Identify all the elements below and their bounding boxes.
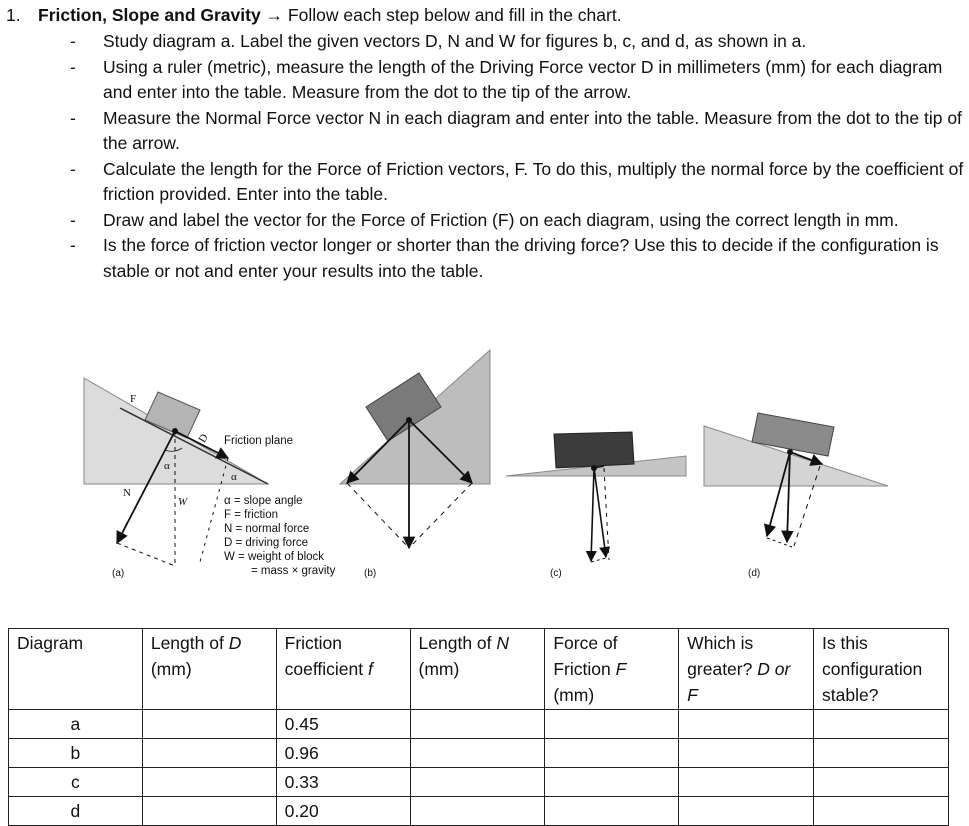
header-stable: Is this configuration stable? <box>814 629 949 710</box>
legend-item: = mass × gravity <box>251 565 336 577</box>
diagram-d-component-line <box>767 538 792 547</box>
step-text: Study diagram a. Label the given vectors D, N and W for figures b, c, and d, as shown in a. <box>103 31 807 51</box>
step-item: - Study diagram a. Label the given vectors D, N and W for figures b, c, and d, as shown in a. <box>70 31 807 51</box>
step-item: - Measure the Normal Force vector N in each diagram and enter into the table. Measure from the dot to the tip of the arrow. <box>70 107 962 153</box>
cell-greater-input[interactable] <box>679 710 814 739</box>
step-item: - Draw and label the vector for the Force of Friction (F) on each diagram, using the correct length in mm. <box>70 209 899 230</box>
step-text: Using a ruler (metric), measure the length of the Driving Force vector D in millimeters (mm) for each diagram and enter into the table. Measure from the dot to the tip of the arrow. <box>103 56 943 102</box>
cell-diagram: a <box>9 710 143 739</box>
legend <box>224 495 336 577</box>
table-row <box>9 768 949 797</box>
label-alpha: α <box>164 460 170 472</box>
step-item: - Is the force of friction vector longer or shorter than the driving force? Use this to decide if the configuration is stable or not and enter your results into the table. <box>70 235 939 281</box>
legend-item: D = driving force <box>224 537 309 549</box>
diagram-b-component-line <box>409 483 472 548</box>
label-d: D <box>196 431 211 445</box>
label-friction-plane: Friction plane <box>224 435 294 447</box>
force-diagrams-svg <box>0 340 969 590</box>
diagram-c-component-line <box>591 558 606 562</box>
diagram-c-block <box>554 432 634 468</box>
cell-stable-input[interactable] <box>814 768 949 797</box>
header-which-greater: Which is greater? D or F <box>679 629 814 710</box>
cell-stable-input[interactable] <box>814 710 949 739</box>
cell-length-n-input[interactable] <box>410 797 545 826</box>
results-table <box>8 628 949 826</box>
label-alpha-2: α <box>231 471 237 483</box>
diagram-b-component-line <box>347 483 409 548</box>
legend-item: α = slope angle <box>224 495 303 507</box>
question-title: Friction, Slope and Gravity → <box>38 5 284 25</box>
table-row <box>9 739 949 768</box>
cell-greater-input[interactable] <box>679 797 814 826</box>
steps-list <box>0 29 969 284</box>
step-text: Is the force of friction vector longer or shorter than the driving force? Use this to decide if the configuration is stable or not and enter your results into the table. <box>103 235 939 281</box>
cell-length-n-input[interactable] <box>410 710 545 739</box>
cell-length-n-input[interactable] <box>410 739 545 768</box>
table-header-row <box>9 629 949 710</box>
step-text: Draw and label the vector for the Force of Friction (F) on each diagram, using the correct length in mm. <box>103 209 899 230</box>
cell-diagram: b <box>9 739 143 768</box>
cell-coefficient: 0.45 <box>276 710 410 739</box>
caption-a: (a) <box>112 568 125 579</box>
cell-length-d-input[interactable] <box>142 710 276 739</box>
legend-item: F = friction <box>224 509 279 521</box>
header-force-friction: Force of Friction F (mm) <box>545 629 679 710</box>
caption-c: (c) <box>550 568 562 579</box>
label-f: F <box>130 393 137 405</box>
step-text: Calculate the length for the Force of Friction vectors, F. To do this, multiply the normal force by the coefficient of friction provided. Enter into the table. <box>103 158 964 204</box>
header-friction-coefficient: Friction coefficient f <box>276 629 410 710</box>
step-text: Measure the Normal Force vector N in each diagram and enter into the table. Measure from the dot to the tip of the arrow. <box>103 107 962 153</box>
cell-coefficient: 0.33 <box>276 768 410 797</box>
cell-stable-input[interactable] <box>814 739 949 768</box>
diagram-c-weight-vector <box>594 468 606 557</box>
label-w: W <box>178 496 188 508</box>
question-heading <box>6 4 622 26</box>
header-length-n: Length of N (mm) <box>410 629 545 710</box>
diagram-c <box>506 432 686 579</box>
diagram-c-dot <box>591 465 597 471</box>
legend-item: N = normal force <box>224 523 310 535</box>
question-number: 1. <box>6 5 21 25</box>
diagram-d <box>704 413 888 579</box>
cell-coefficient: 0.20 <box>276 797 410 826</box>
force-diagrams-figure <box>0 340 969 590</box>
step-item: - Using a ruler (metric), measure the length of the Driving Force vector D in millimeters (mm) for each diagram and enter into the table. Measure from the dot to the tip of the arrow. <box>70 56 943 102</box>
cell-friction-input[interactable] <box>545 768 679 797</box>
cell-length-d-input[interactable] <box>142 739 276 768</box>
header-length-d: Length of D (mm) <box>142 629 276 710</box>
cell-friction-input[interactable] <box>545 797 679 826</box>
cell-friction-input[interactable] <box>545 739 679 768</box>
cell-diagram: c <box>9 768 143 797</box>
label-n: N <box>123 487 131 499</box>
diagram-d-dot <box>787 449 793 455</box>
cell-diagram: d <box>9 797 143 826</box>
cell-greater-input[interactable] <box>679 768 814 797</box>
diagram-b <box>340 350 490 579</box>
cell-greater-input[interactable] <box>679 739 814 768</box>
table-row <box>9 797 949 826</box>
cell-friction-input[interactable] <box>545 710 679 739</box>
diagram-b-dot <box>406 417 412 423</box>
header-diagram: Diagram <box>9 629 143 710</box>
diagram-a-component-line <box>117 543 175 566</box>
caption-d: (d) <box>748 568 761 579</box>
step-item: - Calculate the length for the Force of Friction vectors, F. To do this, multiply the normal force by the coefficient of friction provided. Enter into the table. <box>70 158 964 204</box>
diagram-a-dot <box>172 428 178 434</box>
question-instruction: Follow each step below and fill in the chart. <box>287 5 622 25</box>
cell-length-d-input[interactable] <box>142 797 276 826</box>
table-row <box>9 710 949 739</box>
diagram-c-normal-vector <box>591 468 594 561</box>
cell-length-n-input[interactable] <box>410 768 545 797</box>
cell-length-d-input[interactable] <box>142 768 276 797</box>
cell-stable-input[interactable] <box>814 797 949 826</box>
cell-coefficient: 0.96 <box>276 739 410 768</box>
legend-item: W = weight of block <box>224 551 325 563</box>
caption-b: (b) <box>364 568 377 579</box>
